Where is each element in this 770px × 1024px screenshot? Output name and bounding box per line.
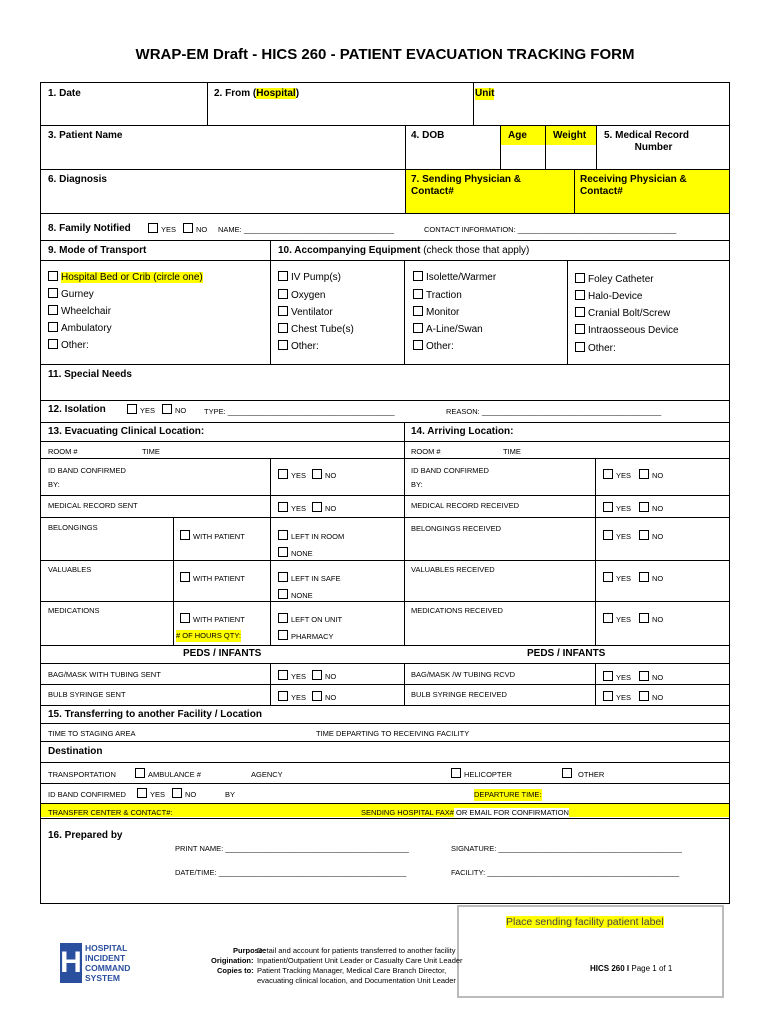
bulb-syringe-sent-label: BULB SYRINGE SENT: [48, 690, 126, 699]
bulb-syringe-rcvd-label: BULB SYRINGE RECEIVED: [411, 690, 507, 699]
bulb-syringe-rcvd-no[interactable]: NO: [639, 691, 663, 704]
time-to-staging-field[interactable]: TIME TO STAGING AREA: [48, 729, 136, 738]
equip-chest-tube-checkbox[interactable]: Chest Tube(s): [278, 323, 354, 336]
transfer-id-band-no[interactable]: NO: [172, 788, 196, 801]
equip-monitor-checkbox[interactable]: Monitor: [413, 306, 459, 319]
medications-with-patient[interactable]: WITH PATIENT: [180, 613, 245, 626]
transport-gurney-checkbox[interactable]: Gurney: [48, 288, 94, 301]
transfer-header: 15. Transferring to another Facility / Location: [48, 709, 262, 720]
family-name-field[interactable]: NAME: ____________________________________: [218, 225, 394, 234]
mrn-label: 5. Medical Record Number: [604, 130, 690, 153]
receiving-physician-label: Receiving Physician & Contact#: [580, 174, 687, 197]
copies-text-1: Patient Tracking Manager, Medical Care Branch Director,: [257, 966, 447, 975]
bag-mask-rcvd-yes[interactable]: YES: [603, 671, 631, 684]
evac-id-band-no[interactable]: NO: [312, 469, 336, 482]
transport-hospital-bed-checkbox[interactable]: Hospital Bed or Crib (circle one): [48, 271, 203, 284]
arriv-medications-no[interactable]: NO: [639, 613, 663, 626]
arriv-id-band-no[interactable]: NO: [639, 469, 663, 482]
fax-email-field[interactable]: SENDING HOSPITAL FAX# OR EMAIL FOR CONFIRMATION: [361, 808, 569, 817]
bulb-syringe-sent-yes[interactable]: YES: [278, 691, 306, 704]
arriv-time-field[interactable]: TIME: [503, 447, 521, 456]
equip-other1-checkbox[interactable]: Other:: [278, 340, 319, 353]
arriv-valuables-label: VALUABLES RECEIVED: [411, 565, 495, 574]
bag-mask-rcvd-label: BAG/MASK /W TUBING RCVD: [411, 670, 516, 679]
peds-header-left: PEDS / INFANTS: [183, 648, 262, 659]
evac-id-band-label: ID BAND CONFIRMED BY:: [48, 466, 126, 489]
equipment-header: 10. Accompanying Equipment (check those that apply): [278, 245, 530, 256]
arriv-room-field[interactable]: ROOM #: [411, 447, 441, 456]
arriving-location-header: 14. Arriving Location:: [411, 426, 514, 437]
isolation-label: 12. Isolation: [48, 404, 106, 415]
evac-medications-label: MEDICATIONS: [48, 606, 100, 615]
unit-label: Unit: [475, 88, 495, 99]
belongings-left-in-room[interactable]: LEFT IN ROOM: [278, 530, 344, 543]
time-departing-field[interactable]: TIME DEPARTING TO RECEIVING FACILITY: [316, 729, 470, 738]
transport-wheelchair-checkbox[interactable]: Wheelchair: [48, 305, 111, 318]
medications-left-on-unit[interactable]: LEFT ON UNIT: [278, 613, 342, 626]
evac-med-record-no[interactable]: NO: [312, 502, 336, 515]
arriv-med-record-label: MEDICAL RECORD RECEIVED: [411, 501, 520, 510]
purpose-label: Purpose:: [233, 946, 266, 955]
arriv-medications-label: MEDICATIONS RECEIVED: [411, 606, 503, 615]
datetime-field[interactable]: DATE/TIME: _____________________________________________: [175, 868, 407, 877]
transfer-by-field[interactable]: BY: [225, 790, 236, 799]
evac-time-field[interactable]: TIME: [142, 447, 160, 456]
arriv-belongings-label: BELONGINGS RECEIVED: [411, 524, 502, 533]
facility-field[interactable]: FACILITY: ______________________________________________: [451, 868, 680, 877]
isolation-type-field[interactable]: TYPE: ________________________________________: [204, 407, 395, 416]
evac-med-record-yes[interactable]: YES: [278, 502, 306, 515]
bag-mask-rcvd-no[interactable]: NO: [639, 671, 663, 684]
arriv-valuables-yes[interactable]: YES: [603, 572, 631, 585]
transport-other-checkbox[interactable]: Other:: [48, 339, 89, 352]
helicopter-checkbox[interactable]: HELICOPTER: [451, 768, 512, 781]
family-contact-field[interactable]: CONTACT INFORMATION: ______________________________________: [424, 225, 677, 234]
dob-label: 4. DOB: [411, 130, 445, 141]
family-notified-label: 8. Family Notified: [48, 223, 131, 234]
copies-label: Copies to:: [217, 966, 254, 975]
arriv-med-record-yes[interactable]: YES: [603, 502, 631, 515]
bulb-syringe-sent-no[interactable]: NO: [312, 691, 336, 704]
from-hospital-label: 2. From (Hospital): [214, 88, 300, 99]
medications-pharmacy[interactable]: PHARMACY: [278, 630, 334, 643]
belongings-none[interactable]: NONE: [278, 547, 313, 560]
form-title: WRAP-EM Draft - HICS 260 - PATIENT EVACUATION TRACKING FORM: [135, 46, 635, 63]
arriv-medications-yes[interactable]: YES: [603, 613, 631, 626]
equip-isolette-checkbox[interactable]: Isolette/Warmer: [413, 271, 496, 284]
valuables-with-patient[interactable]: WITH PATIENT: [180, 572, 245, 585]
arriv-belongings-yes[interactable]: YES: [603, 530, 631, 543]
valuables-left-in-safe[interactable]: LEFT IN SAFE: [278, 572, 340, 585]
patient-label-text: Place sending facility patient label: [506, 916, 664, 928]
agency-field[interactable]: AGENCY: [251, 770, 283, 779]
patient-name-label: 3. Patient Name: [48, 130, 123, 141]
arriv-med-record-no[interactable]: NO: [639, 502, 663, 515]
age-label: Age: [508, 130, 527, 141]
copies-text-2: evacuating clinical location, and Documentation Unit Leader: [257, 976, 456, 985]
equip-intraosseous-checkbox[interactable]: Intraosseous Device: [575, 324, 679, 337]
transportation-label: TRANSPORTATION: [48, 770, 116, 779]
date-label: 1. Date: [48, 88, 81, 99]
bulb-syringe-rcvd-yes[interactable]: YES: [603, 691, 631, 704]
transfer-id-band-yes[interactable]: YES: [137, 788, 165, 801]
bag-mask-sent-yes[interactable]: YES: [278, 670, 306, 683]
evac-location-header: 13. Evacuating Clinical Location:: [48, 426, 205, 437]
hours-qty-label: # OF HOURS QTY:: [176, 631, 242, 640]
evac-room-field[interactable]: ROOM #: [48, 447, 78, 456]
equip-oxygen-checkbox[interactable]: Oxygen: [278, 289, 325, 302]
equip-foley-checkbox[interactable]: Foley Catheter: [575, 273, 654, 286]
equip-halo-checkbox[interactable]: Halo-Device: [575, 290, 642, 303]
arriv-valuables-no[interactable]: NO: [639, 572, 663, 585]
transfer-id-band-label: ID BAND CONFIRMED: [48, 790, 126, 799]
transport-header: 9. Mode of Transport: [48, 245, 147, 256]
bag-mask-sent-no[interactable]: NO: [312, 670, 336, 683]
transport-ambulatory-checkbox[interactable]: Ambulatory: [48, 322, 112, 335]
valuables-none[interactable]: NONE: [278, 589, 313, 602]
isolation-reason-field[interactable]: REASON: ___________________________________________: [446, 407, 662, 416]
equip-other3-checkbox[interactable]: Other:: [575, 342, 616, 355]
equip-iv-pump-checkbox[interactable]: IV Pump(s): [278, 271, 341, 284]
sending-physician-label: 7. Sending Physician & Contact#: [411, 174, 522, 197]
special-needs-label: 11. Special Needs: [48, 369, 132, 380]
hics-logo: H HOSPITAL INCIDENT COMMAND SYSTEM: [60, 943, 131, 983]
arriv-id-band-yes[interactable]: YES: [603, 469, 631, 482]
destination-label: Destination: [48, 746, 103, 757]
purpose-text: Detail and account for patients transferred to another facility: [257, 946, 456, 955]
arriv-belongings-no[interactable]: NO: [639, 530, 663, 543]
signature-field[interactable]: SIGNATURE: ____________________________________________: [451, 844, 682, 853]
evac-valuables-label: VALUABLES: [48, 565, 92, 574]
belongings-with-patient[interactable]: WITH PATIENT: [180, 530, 245, 543]
departure-time-field[interactable]: DEPARTURE TIME:: [474, 790, 542, 799]
arriv-id-band-label: ID BAND CONFIRMED BY:: [411, 466, 489, 489]
logo-h-icon: H: [60, 943, 82, 983]
equip-other2-checkbox[interactable]: Other:: [413, 340, 454, 353]
ambulance-checkbox[interactable]: AMBULANCE #: [135, 768, 201, 781]
diagnosis-label: 6. Diagnosis: [48, 174, 107, 185]
origination-text: Inpatient/Outpatient Unit Leader or Casualty Care Unit Leader: [257, 956, 463, 965]
transfer-center-field[interactable]: TRANSFER CENTER & CONTACT#:: [48, 808, 173, 817]
other-checkbox[interactable]: OTHER: [562, 768, 604, 781]
evac-id-band-yes[interactable]: YES: [278, 469, 306, 482]
page-number: HICS 260 I Page 1 of 1: [590, 964, 673, 973]
equip-aline-checkbox[interactable]: A-Line/Swan: [413, 323, 483, 336]
family-yes-checkbox[interactable]: YES: [148, 223, 176, 236]
prepared-by-label: 16. Prepared by: [48, 830, 123, 841]
evac-med-record-label: MEDICAL RECORD SENT: [48, 501, 138, 510]
origination-label: Origination:: [211, 956, 254, 965]
peds-header-right: PEDS / INFANTS: [527, 648, 606, 659]
bag-mask-sent-label: BAG/MASK WITH TUBING SENT: [48, 670, 161, 679]
evac-belongings-label: BELONGINGS: [48, 523, 98, 532]
family-no-checkbox[interactable]: NO: [183, 223, 207, 236]
isolation-yes-checkbox[interactable]: YES: [127, 404, 155, 417]
print-name-field[interactable]: PRINT NAME: ____________________________________________: [175, 844, 409, 853]
equip-ventilator-checkbox[interactable]: Ventilator: [278, 306, 333, 319]
equip-cranial-bolt-checkbox[interactable]: Cranial Bolt/Screw: [575, 307, 670, 320]
equip-traction-checkbox[interactable]: Traction: [413, 289, 462, 302]
isolation-no-checkbox[interactable]: NO: [162, 404, 186, 417]
weight-label: Weight: [553, 130, 587, 141]
